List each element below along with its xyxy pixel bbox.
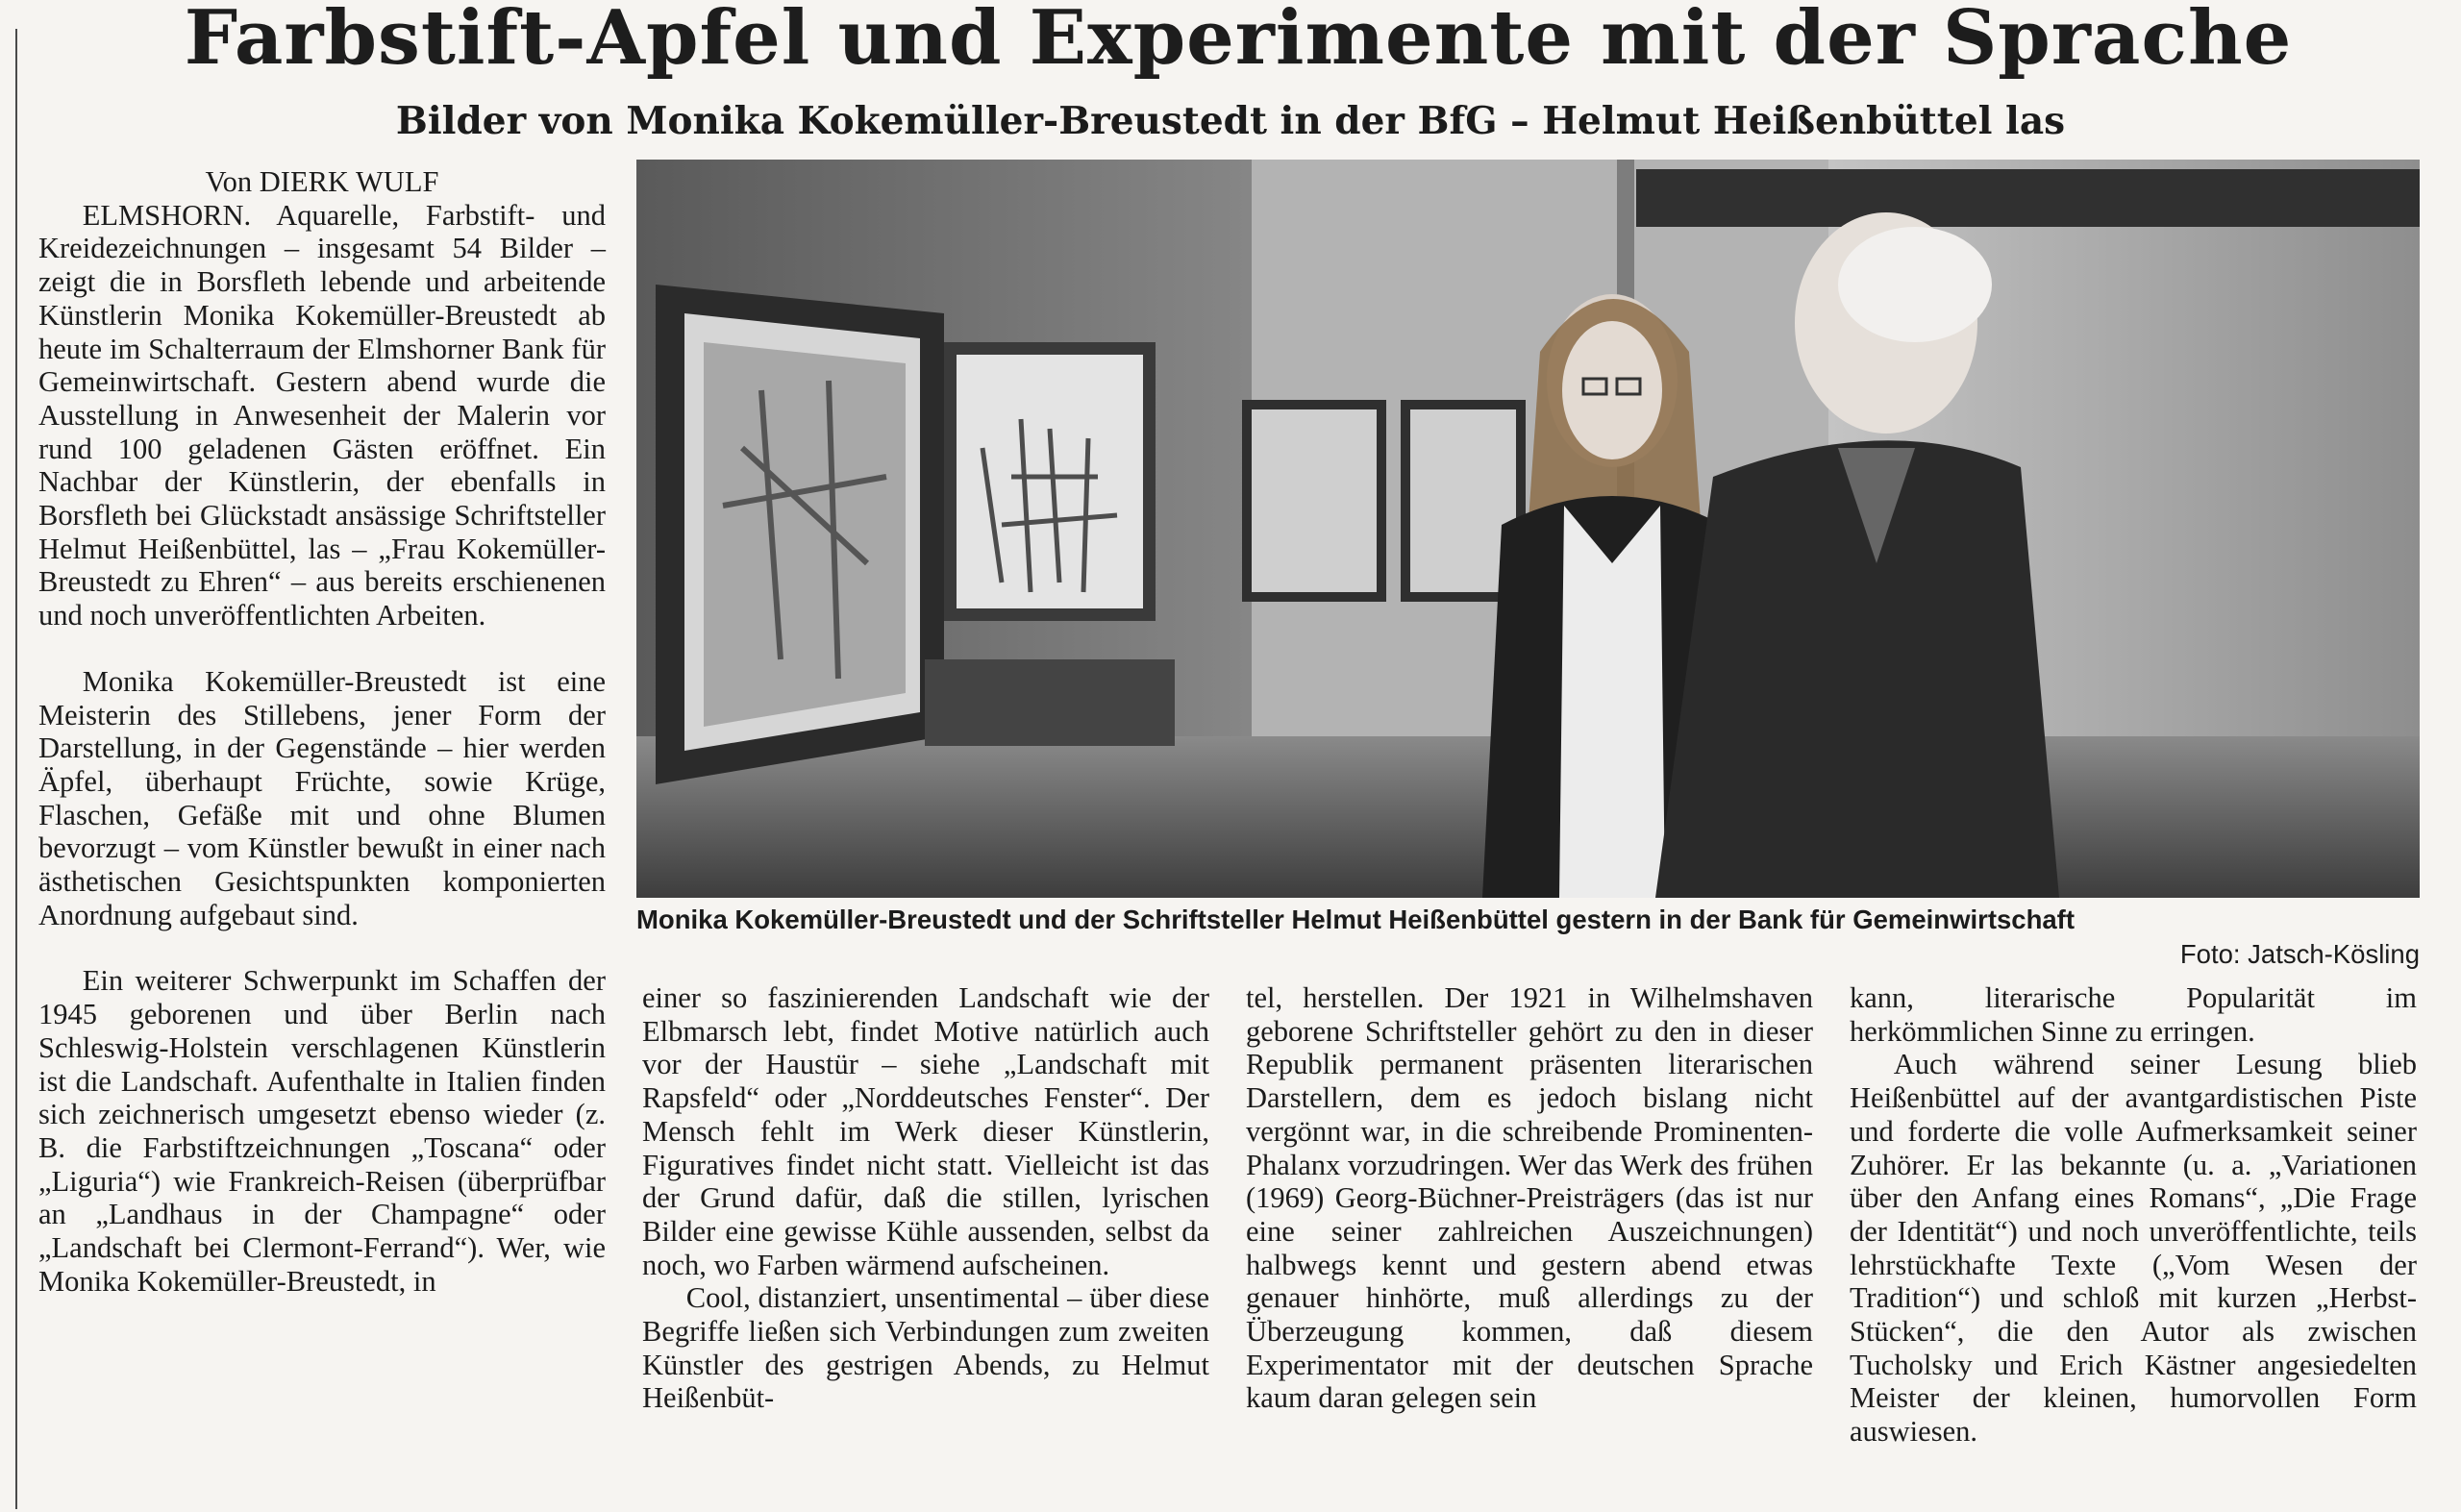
display-stand: [925, 659, 1175, 746]
framed-picture-left: [656, 285, 944, 784]
photo-caption: Monika Kokemüller-Breustedt und der Schriftsteller Helmut Heißenbüttel gestern in der Bank für Gemeinwirtschaft: [636, 905, 2075, 934]
article-column-3: [1246, 981, 1813, 1415]
paragraph: Auch während seiner Lesung blieb Heißenbüttel auf der avantgardistischen Piste und forderte die volle Aufmerksamkeit seiner Zuhörer. Er las bekannte (u. a. „Variationen über den Anfang eines Romans“, „Die Frage der Identität“) und noch unveröffentlichte, teils lehrstückhafte Texte („Vom Wesen der Tradition“) und schloß mit kurzen „Herbst-Stücken“, die den Autor als zwischen Tucholsky und Erich Kästner angesiedelten Meister der kleinen, humorvollen Form auswiesen.: [1850, 1048, 2417, 1449]
paragraph: einer so faszinierenden Landschaft wie der Elbmarsch lebt, findet Motive natürlich auch vor der Haustür – siehe „Landschaft mit Rapsfeld“ oder „Norddeutsches Fenster“. Der Mensch fehlt im Werk dieser Künstlerin, Figuratives findet nicht statt. Vielleicht ist das der Grund dafür, daß die stillen, lyrischen Bilder eine gewisse Kühle aussenden, selbst da noch, wo Farben wärmend aufscheinen.: [642, 981, 1209, 1281]
subheadline: Bilder von Monika Kokemüller-Breustedt in der BfG – Helmut Heißenbüttel las: [395, 99, 2066, 143]
paragraph: Ein weiterer Schwerpunkt im Schaffen der 1945 geborenen und über Berlin nach Schleswig-Holstein verschlagenen Künstlerin ist die Landschaft. Aufenthalte in Italien finden sich zeichnerisch umgesetzt ebenso wieder (z. B. die Farbstiftzeichnungen „Toscana“ oder „Liguria“) wie Frankreich-Reisen (überprüfbar an „Landhaus in der Champagne“ oder „Landschaft bei Clermont-Ferrand“). Wer, wie Monika Kokemüller-Breustedt, in: [38, 964, 606, 1298]
paragraph: Cool, distanziert, unsentimental – über diese Begriffe ließen sich Verbindungen zum zweiten Künstler des gestrigen Abends, zu Helmut Heißenbüt-: [642, 1281, 1209, 1415]
paragraph: ELMSHORN. Aquarelle, Farbstift- und Kreidezeichnungen – insgesamt 54 Bilder – zeigt die in Borsfleth lebende und arbeitende Künstlerin Monika Kokemüller-Breustedt ab heute im Schalterraum der Elmshorner Bank für Gemeinwirtschaft. Gestern abend wurde die Ausstellung in Anwesenheit der Malerin vor rund 100 geladenen Gästen eröffnet. Ein Nachbar der Künstlerin, der ebenfalls in Borsfleth bei Glückstadt ansässige Schriftsteller Helmut Heißenbüttel, las – „Frau Kokemüller-Breustedt zu Ehren“ – aus bereits erschienenen und noch unveröffentlichten Arbeiten.: [38, 198, 606, 632]
article-photo: [636, 160, 2420, 898]
article-column-4: [1850, 981, 2417, 1449]
article-column-2: [642, 981, 1209, 1415]
paragraph: Monika Kokemüller-Breustedt ist eine Meisterin des Stillebens, jener Form der Darstellung, in der Gegenstände – hier werden Äpfel, überhaupt Früchte, sowie Krüge, Flaschen, Gefäße mit und ohne Blumen bevorzugt – vom Künstler bewußt in einer nach ästhetischen Gesichtspunkten komponierten Anordnung aufgebaut sind.: [38, 664, 606, 931]
photo-credit: Foto: Jatsch-Kösling: [2179, 939, 2420, 969]
byline: Von DIERK WULF: [205, 165, 439, 198]
ceiling-beam: [1636, 169, 2420, 227]
paragraph: tel, herstellen. Der 1921 in Wilhelmshaven geborene Schriftsteller gehört zu den in dieser Republik permanent präsenten literarischen Darstellern, dem es jedoch bislang nicht vergönnt war, in die schreibende Prominenten-Phalanx vorzudringen. Wer das Werk des frühen (1969) Georg-Büchner-Preisträgers (das ist nur eine seiner zahlreichen Auszeichnungen) halbwegs kennt und gestern abend etwas genauer hinhörte, muß allerdings zu der Überzeugung kommen, daß diesem Experimentator mit der deutschen Sprache kaum daran gelegen sein: [1246, 981, 1813, 1415]
photo-illustration: [636, 160, 2420, 898]
framed-picture-center: [944, 342, 1156, 621]
margin-rule: [15, 29, 17, 1509]
headline: Farbstift-Apfel und Experimente mit der Sprache: [184, 0, 2293, 82]
framed-pictures-right: [1242, 400, 1526, 602]
paragraph: kann, literarische Popularität im herkömmlichen Sinne zu erringen.: [1850, 981, 2417, 1048]
article-column-1: [38, 165, 606, 1299]
